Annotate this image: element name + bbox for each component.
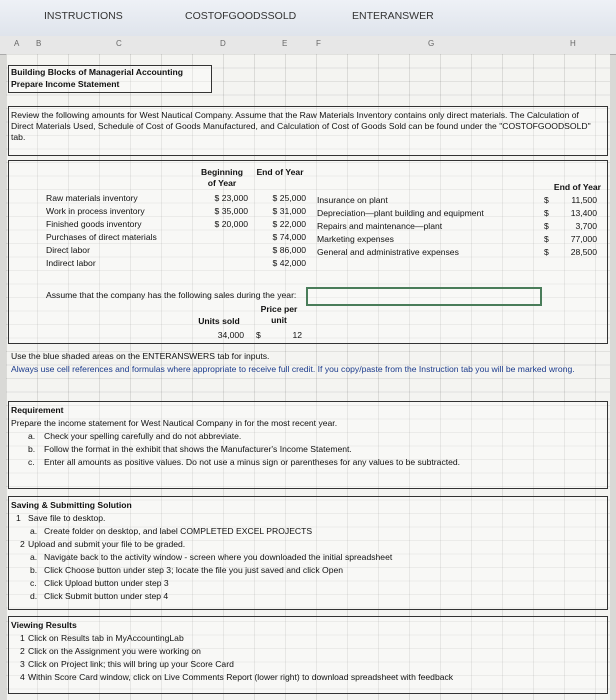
data-box	[8, 160, 608, 344]
inventory-end: $ 25,000	[272, 193, 306, 203]
col-header-b[interactable]: B	[36, 39, 42, 48]
saving-item-text: Navigate back to the activity window - screen where you downloaded the initial spreadsheet	[44, 552, 393, 562]
inventory-row-label: Work in process inventory	[46, 206, 145, 216]
expense-row-label: Repairs and maintenance—plant	[317, 221, 443, 231]
blue-shaded-note: Use the blue shaded areas on the ENTERANSWERS tab for inputs.	[11, 351, 270, 361]
saving-item-text: Click Upload button under step 3	[44, 578, 169, 588]
viewing-step-number: 4	[20, 672, 25, 682]
saving-step-text: Upload and submit your file to be graded.	[28, 539, 186, 549]
requirement-item-letter: a.	[28, 431, 36, 441]
beginning-year-header: Beginning of Year	[200, 167, 243, 188]
cell-reference-note: Always use cell references and formulas where appropriate to receive full credit. If you copy/paste from the Instruction tab you will be marked wrong.	[11, 364, 575, 374]
expense-currency: $	[544, 195, 549, 205]
inventory-end: $ 42,000	[272, 258, 306, 268]
price-per-unit-header: Price per unit	[260, 304, 298, 325]
expense-currency: $	[544, 221, 549, 231]
saving-item-letter: d.	[30, 591, 38, 601]
viewing-step-text: Click on Results tab in MyAccountingLab	[28, 633, 184, 643]
inventory-row-label: Finished goods inventory	[46, 219, 142, 229]
viewing-step-text: Click on the Assignment you were working on	[28, 646, 201, 656]
viewing-step-number: 1	[20, 633, 25, 643]
expense-row-label: Depreciation—plant building and equipment	[317, 208, 484, 218]
saving-step-number: 1	[16, 513, 21, 523]
col-header-h[interactable]: H	[570, 39, 576, 48]
price-value: 12	[292, 330, 302, 340]
units-sold-header: Units sold	[198, 316, 240, 326]
tab-enteranswer[interactable]: ENTERANSWER	[352, 10, 434, 22]
expense-row-label: General and administrative expenses	[317, 247, 459, 257]
inventory-row-label: Direct labor	[46, 245, 90, 255]
requirement-item-letter: c.	[28, 457, 35, 467]
expense-amount: 28,500	[570, 247, 597, 257]
title-line-1: Building Blocks of Managerial Accounting	[11, 67, 184, 77]
title-line-2: Prepare Income Statement	[11, 79, 120, 89]
price-currency: $	[256, 330, 261, 340]
end-year-header: End of Year	[256, 167, 304, 177]
viewing-step-number: 3	[20, 659, 25, 669]
saving-item-letter: a.	[30, 526, 38, 536]
inventory-row-label: Purchases of direct materials	[46, 232, 157, 242]
viewing-heading: Viewing Results	[11, 620, 77, 630]
saving-item-text: Click Choose button under step 3; locate the file you just saved and click Open	[44, 565, 344, 575]
tab-costofgoodssold[interactable]: COSTOFGOODSSOLD	[185, 10, 297, 22]
column-header-row	[0, 36, 616, 55]
requirement-text: Prepare the income statement for West Nautical Company in for the most recent year.	[11, 418, 338, 428]
viewing-step-text: Within Score Card window, click on Live Comments Report (lower right) to download spreadsheet with feedback	[28, 672, 454, 682]
requirement-item-text: Enter all amounts as positive values. Do not use a minus sign or parentheses for any values to be subtracted.	[44, 457, 461, 467]
inventory-end: $ 74,000	[272, 232, 306, 242]
viewing-step-text: Click on Project link; this will bring up your Score Card	[28, 659, 234, 669]
sheet-tab-bar	[0, 0, 616, 37]
col-header-f[interactable]: F	[316, 39, 321, 48]
inventory-end: $ 22,000	[272, 219, 306, 229]
viewing-step-number: 2	[20, 646, 25, 656]
units-sold-value: 34,000	[217, 330, 244, 340]
inventory-row-label: Indirect labor	[46, 258, 96, 268]
inventory-beginning: $ 20,000	[214, 219, 248, 229]
col-header-a[interactable]: A	[14, 39, 20, 48]
col-header-e[interactable]: E	[282, 39, 288, 48]
expense-currency: $	[544, 208, 549, 218]
requirement-item-text: Check your spelling carefully and do not abbreviate.	[44, 431, 242, 441]
requirement-item-letter: b.	[28, 444, 36, 454]
saving-item-letter: a.	[30, 552, 38, 562]
inventory-row-label: Raw materials inventory	[46, 193, 138, 203]
expense-amount: 13,400	[570, 208, 597, 218]
expense-amount: 3,700	[575, 221, 597, 231]
saving-step-number: 2	[20, 539, 25, 549]
expense-currency: $	[544, 247, 549, 257]
expense-amount: 77,000	[570, 234, 597, 244]
selected-cell[interactable]	[306, 287, 542, 306]
saving-step-text: Save file to desktop.	[28, 513, 106, 523]
saving-item-letter: b.	[30, 565, 38, 575]
sales-intro: Assume that the company has the following sales during the year:	[46, 290, 297, 300]
expense-row-label: Marketing expenses	[317, 234, 394, 244]
inventory-beginning: $ 35,000	[214, 206, 248, 216]
requirement-item-text: Follow the format in the exhibit that shows the Manufacturer's Income Statement.	[44, 444, 352, 454]
review-text: Review the following amounts for West Nautical Company. Assume that the Raw Materials Inventory contains only direct materials. The Calculation of Direct Materials Used, Schedule of Cost of Goods Manufactured, and Calculation of Cost of Goods Sold can be found under the "COSTOFGOODSOLD" tab.	[11, 110, 591, 142]
col-header-c[interactable]: C	[116, 39, 122, 48]
expense-amount: 11,500	[571, 195, 597, 205]
expense-end-year-header: End of Year	[553, 182, 601, 192]
requirement-heading: Requirement	[11, 405, 64, 415]
inventory-beginning: $ 23,000	[214, 193, 248, 203]
saving-heading: Saving & Submitting Solution	[11, 500, 132, 510]
col-header-d[interactable]: D	[220, 39, 226, 48]
expense-row-label: Insurance on plant	[317, 195, 388, 205]
tab-instructions[interactable]: INSTRUCTIONS	[44, 10, 123, 22]
expense-currency: $	[544, 234, 549, 244]
col-header-g[interactable]: G	[428, 39, 435, 48]
saving-item-text: Click Submit button under step 4	[44, 591, 169, 601]
worksheet-grid[interactable]	[6, 54, 610, 700]
inventory-end: $ 31,000	[272, 206, 306, 216]
inventory-end: $ 86,000	[272, 245, 306, 255]
saving-item-letter: c.	[30, 578, 37, 588]
saving-item-text: Create folder on desktop, and label COMPLETED EXCEL PROJECTS	[44, 526, 313, 536]
